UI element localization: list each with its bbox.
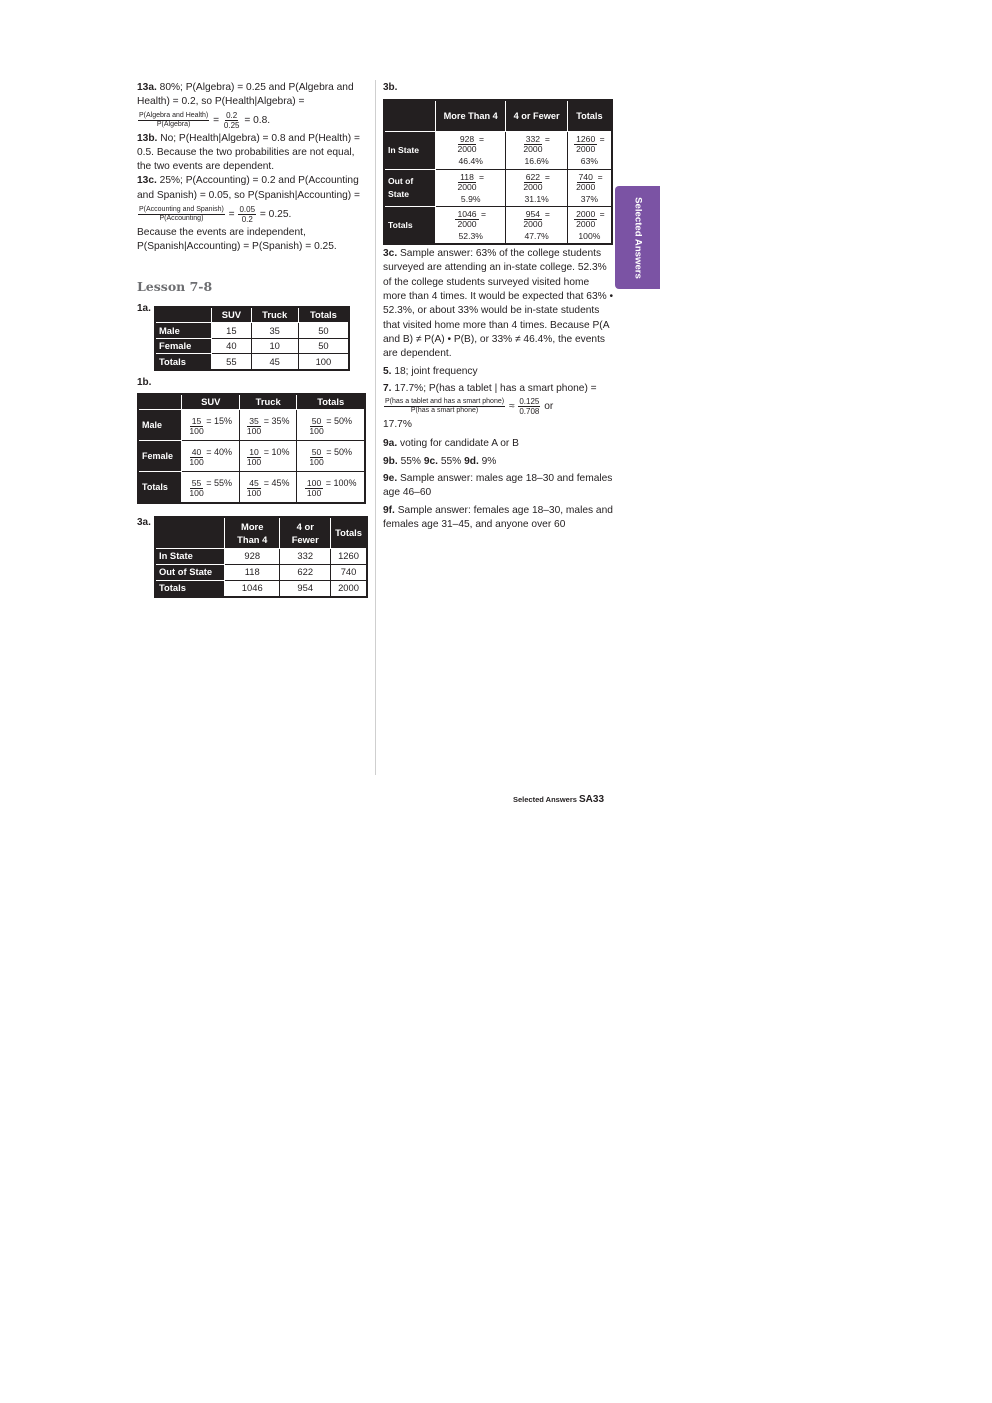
percent: 100% — [578, 230, 601, 241]
numerator: 740 — [578, 171, 593, 182]
denominator: 100 — [189, 457, 204, 468]
table-cell — [297, 472, 365, 504]
row-header: Totals — [384, 206, 436, 244]
denominator: 2000 — [523, 218, 543, 229]
fraction — [189, 479, 203, 498]
table-row — [138, 441, 365, 472]
percent: 37% — [580, 193, 598, 204]
answer-13c-fraction: $\frac{\text{P(Accounting and Spanish)}}{\text{P(Accounting)}}$ = $\frac{0.05}{0.2}$ = 0.25. — [139, 205, 292, 225]
question-3a — [137, 516, 367, 606]
numerator: 954 — [525, 208, 541, 219]
numerator: P(Accounting and Spanish) — [139, 206, 224, 214]
numerator: P(has a tablet and has a smart phone) — [385, 398, 505, 406]
denominator: 0.25 — [223, 120, 240, 130]
denominator: 100 — [309, 457, 324, 468]
table-cell: 35 — [251, 323, 298, 339]
table-1b — [137, 393, 366, 504]
answer-label: 13c. — [137, 175, 157, 187]
header-cell — [155, 517, 225, 549]
denominator: 100 — [246, 488, 262, 499]
fraction — [574, 135, 597, 154]
footer-label: Selected Answers — [513, 795, 577, 804]
lesson-heading: Lesson 7-8 — [137, 278, 213, 294]
answer-text: voting for candidate A or B — [400, 438, 519, 450]
answer-label: 9e. — [383, 473, 398, 485]
header-cell: Truck — [239, 394, 296, 410]
answer-13a-fraction: $\frac{\text{P(Algebra and Health)}}{\text{P(Algebra)}}$ = $\frac{0.2}{0.25}$ = 0.8. — [139, 110, 271, 130]
numerator: 0.2 — [226, 110, 238, 120]
table-cell — [182, 441, 239, 472]
header-cell: Totals — [567, 100, 612, 132]
numerator: 50 — [311, 447, 322, 458]
answer-7 — [383, 382, 615, 396]
answer-text: 80%; P(Algebra) = 0.25 and P(Algebra and Health) = 0.2, so P(Health|Algebra) = — [137, 82, 354, 108]
denominator: 2000 — [523, 144, 543, 155]
table-cell — [239, 410, 296, 441]
row-header: Female — [138, 441, 182, 472]
percent: = 35% — [263, 416, 290, 427]
row-header: Out of State — [155, 564, 225, 580]
table-cell — [239, 472, 296, 504]
page-number: SA33 — [579, 794, 605, 805]
left-column — [137, 81, 367, 606]
numerator: 1260 — [576, 134, 596, 145]
table-3b — [383, 99, 613, 245]
fraction — [523, 135, 542, 154]
row-header: Male — [155, 323, 212, 339]
table-header-row — [155, 307, 349, 323]
header-cell: Totals — [298, 307, 349, 323]
percent: 46.4% — [458, 156, 483, 167]
header-cell: 4 or Fewer — [506, 100, 567, 132]
fraction — [309, 448, 323, 467]
table-cell: 15 — [212, 323, 251, 339]
table-cell: 622 — [280, 564, 331, 580]
table-cell: 45 — [251, 354, 298, 370]
percent: 31.1% — [524, 193, 549, 204]
table-row — [138, 472, 365, 504]
denominator: 100 — [309, 426, 324, 437]
table-cell: 1260 — [331, 548, 367, 564]
answer-label: 13b. — [137, 132, 158, 144]
denominator: 100 — [189, 426, 204, 437]
numerator: 118 — [460, 171, 474, 182]
fraction — [523, 210, 542, 229]
fraction — [518, 397, 540, 416]
table-row — [384, 132, 612, 169]
answer-label: 13a. — [137, 82, 157, 93]
denominator: 100 — [246, 426, 262, 437]
selected-answers-tab — [615, 186, 660, 289]
table-1a — [154, 306, 350, 371]
table-row — [155, 323, 349, 339]
table-row — [155, 580, 367, 597]
right-column — [383, 81, 615, 532]
numerator: 1046 — [457, 208, 477, 219]
denominator: 2000 — [523, 181, 543, 192]
numerator: 332 — [525, 134, 541, 145]
table-cell: 100 — [298, 354, 349, 370]
header-cell: Truck — [251, 307, 298, 323]
table-row — [155, 354, 349, 370]
denominator: 100 — [306, 488, 322, 499]
table-cell: $\frac{1260}{2000}$ = 63% — [567, 132, 612, 169]
header-cell — [384, 100, 436, 132]
table-cell: 740 — [331, 564, 367, 580]
table-row — [155, 564, 367, 580]
percent: 52.3% — [458, 230, 483, 241]
answer-9f — [383, 504, 615, 533]
or-text: or — [544, 401, 554, 413]
denominator: 2000 — [457, 144, 477, 155]
answer-label: 5. — [383, 365, 392, 377]
numerator: 0.05 — [239, 205, 256, 215]
tab-label: Selected Answers — [632, 196, 643, 279]
denominator: 0.708 — [519, 407, 540, 417]
answer-text: 18; joint frequency — [394, 365, 478, 377]
fraction — [247, 417, 261, 436]
percent: = 55% — [206, 478, 233, 489]
percent: = 15% — [206, 416, 233, 427]
answer-9a — [383, 437, 615, 451]
header-cell: More Than 4 — [225, 517, 280, 549]
percent: = 50% — [326, 447, 353, 458]
table-cell: $\frac{2000}{2000}$ = 100% — [567, 206, 612, 244]
table-cell: $\frac{118}{2000}$ = 5.9% — [436, 169, 506, 206]
answer-13c — [137, 174, 367, 203]
fraction — [189, 417, 203, 436]
percent: 63% — [580, 156, 598, 167]
table-cell: 40 — [212, 338, 251, 354]
numerator: 55 — [191, 478, 202, 489]
fraction — [223, 111, 241, 130]
answer-label: 9c. — [423, 455, 438, 467]
answer-7-result: 17.7% — [383, 419, 412, 431]
page-footer — [513, 794, 604, 805]
answer-label: 9d. — [464, 455, 479, 467]
table-cell: $\frac{1046}{2000}$ = 52.3% — [436, 206, 506, 244]
fraction — [457, 173, 476, 192]
table-3a — [154, 516, 368, 598]
answer-7-fraction — [383, 397, 615, 416]
numerator: 622 — [525, 171, 541, 182]
table-cell — [239, 441, 296, 472]
table-row — [155, 338, 349, 354]
table-row — [384, 169, 612, 206]
table-cell — [297, 410, 365, 441]
row-header: Totals — [155, 354, 212, 370]
numerator: 0.125 — [519, 397, 540, 407]
denominator: 100 — [246, 457, 262, 468]
denominator: P(has a smart phone) — [410, 407, 479, 415]
percent: = 50% — [326, 416, 353, 427]
result: = 0.25. — [259, 209, 292, 221]
table-cell: 50 — [298, 338, 349, 354]
row-header: Totals — [155, 580, 225, 597]
answer-label: 9f. — [383, 504, 395, 516]
question-1b — [137, 376, 367, 516]
table-header-row — [384, 100, 612, 132]
question-label: 3a. — [137, 516, 151, 528]
answer-5 — [383, 365, 615, 379]
denominator: 0.2 — [241, 215, 253, 225]
denominator: P(Algebra) — [156, 120, 191, 128]
percent: 5.9% — [460, 193, 481, 204]
answer-text: 55% — [400, 455, 421, 467]
question-label: 1a. — [137, 302, 151, 314]
table-cell: $\frac{954}{2000}$ = 47.7% — [506, 206, 567, 244]
percent: 47.7% — [524, 230, 549, 241]
row-header: In State — [384, 132, 436, 169]
table-cell: 118 — [225, 564, 280, 580]
fraction — [574, 210, 597, 229]
fraction — [138, 206, 225, 223]
fraction — [523, 173, 542, 192]
fraction — [247, 479, 261, 498]
percent: = 40% — [206, 447, 233, 458]
answer-text: 9% — [481, 455, 497, 467]
numerator: 35 — [249, 416, 259, 427]
numerator: 2000 — [576, 208, 596, 219]
table-header-row — [155, 517, 367, 549]
denominator: 2000 — [576, 181, 596, 192]
answer-9b-9d — [383, 455, 615, 469]
numerator: 40 — [191, 447, 202, 458]
table-cell: 2000 — [331, 580, 367, 597]
row-header: Totals — [138, 472, 182, 504]
numerator: 15 — [191, 416, 202, 427]
table-cell: 928 — [225, 548, 280, 564]
fraction — [238, 205, 256, 224]
table-cell: 332 — [280, 548, 331, 564]
fraction — [305, 479, 323, 498]
table-header-row — [138, 394, 365, 410]
answer-text: Sample answer: females age 18–30, males and females age 31–45, and anyone over 60 — [383, 504, 613, 530]
table-cell — [182, 472, 239, 504]
answer-13c-conclusion: Because the events are independent, P(Spanish|Accounting) = P(Spanish) = 0.25. — [137, 227, 337, 253]
numerator: 45 — [249, 478, 259, 489]
table-cell — [297, 441, 365, 472]
header-cell: 4 or Fewer — [280, 517, 331, 549]
table-row — [384, 206, 612, 244]
header-cell: Totals — [331, 517, 367, 549]
answer-13a — [137, 81, 367, 110]
question-1a — [137, 302, 367, 376]
fraction — [189, 448, 203, 467]
fraction — [455, 210, 478, 229]
numerator: 10 — [249, 447, 259, 458]
question-label: 3b. — [383, 82, 398, 93]
answer-label: 3c. — [383, 248, 398, 260]
table-cell: 954 — [280, 580, 331, 597]
percent: = 10% — [263, 447, 290, 458]
answer-text: Sample answer: males age 18–30 and females age 46–60 — [383, 473, 613, 499]
header-cell: SUV — [212, 307, 251, 323]
fraction — [457, 135, 476, 154]
header-cell — [155, 307, 212, 323]
answer-text: 25%; P(Accounting) = 0.2 and P(Accounting and Spanish) = 0.05, so P(Spanish|Accounting) = — [137, 175, 360, 201]
answer-label: 9a. — [383, 438, 398, 450]
header-cell: SUV — [182, 394, 239, 410]
table-cell: 1046 — [225, 580, 280, 597]
denominator: 100 — [189, 488, 204, 499]
table-cell: 55 — [212, 354, 251, 370]
answer-text: Sample answer: 63% of the college students surveyed are attending an in-state college. 52.3% of the college students surveyed visited home more than 4 times. It would be expected that 63% • 52.3%, or about 33% would be in-state students that visited home more than 4 times. Because P(A and B) ≠ P(A) • P(B), or 33% ≠ 46.4%, the events are dependent. — [383, 248, 614, 360]
row-header: In State — [155, 548, 225, 564]
table-cell — [182, 410, 239, 441]
row-header: Out of State — [384, 169, 436, 206]
denominator: 2000 — [457, 218, 477, 229]
denominator: 2000 — [576, 144, 596, 155]
table-cell: $\frac{928}{2000}$ = 46.4% — [436, 132, 506, 169]
header-cell: More Than 4 — [436, 100, 506, 132]
answer-text: 17.7%; P(has a tablet | has a smart phone) = — [394, 382, 597, 394]
denominator: P(Accounting) — [159, 215, 204, 223]
row-header: Female — [155, 338, 212, 354]
numerator: P(Algebra and Health) — [139, 111, 209, 119]
approx-sign: ≈ — [508, 401, 515, 413]
answer-text: 55% — [440, 455, 462, 467]
row-header: Male — [138, 410, 182, 441]
table-cell: 50 — [298, 323, 349, 339]
table-row — [155, 548, 367, 564]
fraction — [247, 448, 261, 467]
question-label: 1b. — [137, 376, 152, 388]
answer-3c — [383, 247, 615, 361]
table-cell: 10 — [251, 338, 298, 354]
numerator: 100 — [306, 478, 322, 489]
percent: 16.6% — [524, 156, 549, 167]
fraction — [576, 173, 595, 192]
fraction — [309, 417, 323, 436]
table-cell: $\frac{622}{2000}$ = 31.1% — [506, 169, 567, 206]
denominator: 2000 — [457, 181, 477, 192]
answer-label: 9b. — [383, 455, 398, 467]
header-cell: Totals — [297, 394, 365, 410]
table-row — [138, 410, 365, 441]
answer-9e — [383, 472, 615, 501]
percent: = 100% — [325, 478, 357, 489]
result: = 0.8. — [244, 114, 271, 126]
fraction — [138, 112, 209, 129]
header-cell — [138, 394, 182, 410]
fraction — [384, 398, 505, 415]
answer-label: 7. — [383, 382, 392, 394]
answer-text: No; P(Health|Algebra) = 0.8 and P(Health) = 0.5. Because the two probabilities are not equal, the two events are dependent. — [137, 132, 360, 173]
answer-13b — [137, 132, 367, 175]
column-divider — [375, 80, 376, 775]
denominator: 2000 — [576, 218, 596, 229]
numerator: 928 — [459, 134, 475, 145]
numerator: 50 — [311, 416, 322, 427]
table-cell: $\frac{332}{2000}$ = 16.6% — [506, 132, 567, 169]
table-cell: $\frac{740}{2000}$ = 37% — [567, 169, 612, 206]
percent: = 45% — [263, 478, 290, 489]
